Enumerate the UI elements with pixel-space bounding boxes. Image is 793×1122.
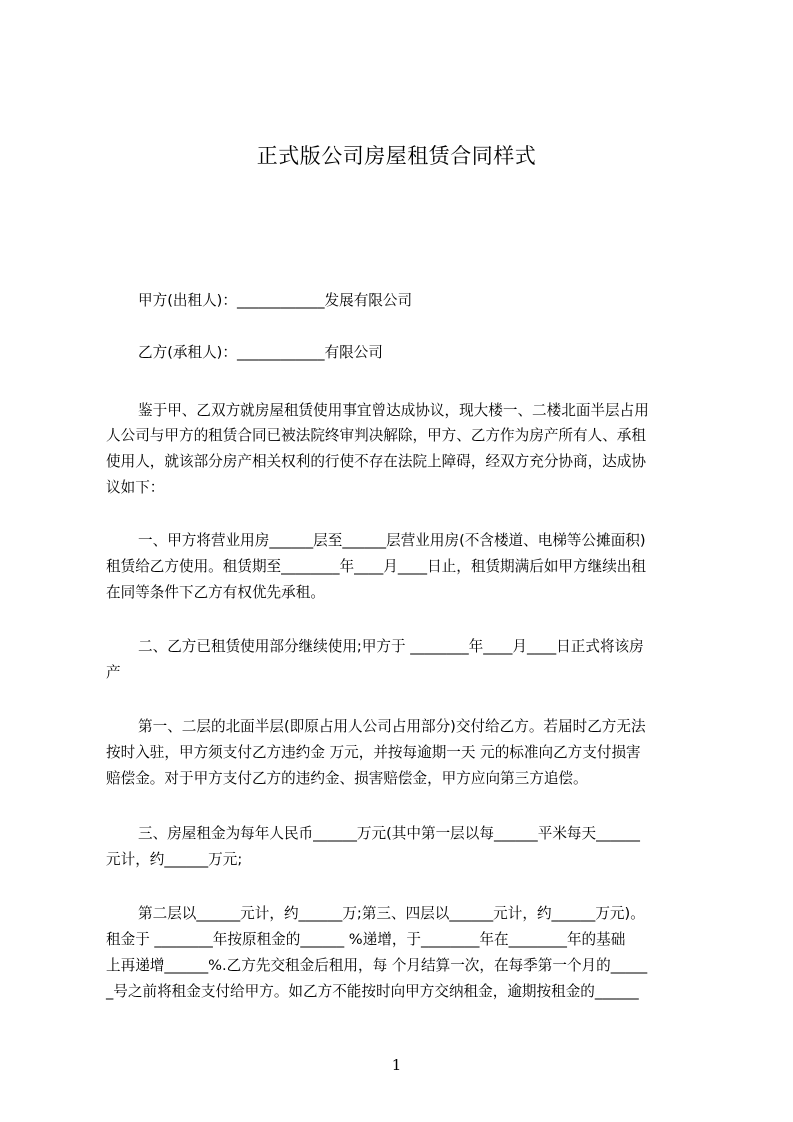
clause-3-cont-line: 上再递增______%.乙方先交租金后租用，每 个月结算一次，在每季第一个月的_____ — [106, 957, 648, 974]
clause-3-line: 元计，约______万元; — [106, 851, 243, 868]
page-number: 1 — [391, 1056, 402, 1074]
clause-1-line: 租赁给乙方使用。租赁期至________年____月____日止，租赁期满后如甲方继续出租 — [106, 558, 646, 575]
clause-3-cont-line: _号之前将租金支付给甲方。如乙方不能按时向甲方交纳租金，逾期按租金的______ — [106, 983, 639, 1000]
clause-2-first-line: 赔偿金。对于甲方支付乙方的违约金、损害赔偿金，甲方应向第三方追偿。 — [106, 770, 588, 787]
preamble-line: 使用人，就该部分房产相关权利的行使不存在法院上障碍，经双方充分协商，达成协 — [106, 453, 646, 470]
clause-1-line: 在同等条件下乙方有权优先承租。 — [106, 584, 325, 601]
document-title: 正式版公司房屋租赁合同样式 — [256, 144, 537, 168]
clause-3-cont-line: 租金于 ________年按原租金的______ %递增，于________年在________年的基础 — [106, 931, 626, 948]
clause-1-line: 一、甲方将营业用房______层至______层营业用房(不含楼道、电梯等公摊面积) — [138, 532, 646, 549]
clause-2-line: 产 — [106, 664, 121, 681]
party-a-line: 甲方(出租人)：____________发展有限公司 — [138, 292, 413, 309]
party-b-line: 乙方(承租人)：____________有限公司 — [138, 344, 383, 361]
preamble-line: 人公司与甲方的租赁合同已被法院终审判决解除，甲方、乙方作为房产所有人、承租 — [106, 427, 646, 444]
clause-2-first-line: 第一、二层的北面半层(即原占用人公司占用部分)交付给乙方。若届时乙方无法 — [138, 718, 646, 735]
preamble-line: 议如下： — [106, 479, 165, 496]
clause-2-first-line: 按时入驻，甲方须支付乙方违约金 万元，并按每逾期一天 元的标准向乙方支付损害 — [106, 744, 641, 761]
clause-3-line: 三、房屋租金为每年人民币______万元(其中第一层以每______平米每天______ — [138, 825, 640, 842]
clause-3-cont-line: 第二层以______元计，约______万;第三、四层以______元计，约______万元)。 — [138, 905, 645, 922]
preamble-line: 鉴于甲、乙双方就房屋租赁使用事宜曾达成协议，现大楼一、二楼北面半层占用 — [138, 402, 649, 419]
clause-2-line: 二、乙方已租赁使用部分继续使用;甲方于 ________年____月____日正式将该房 — [138, 638, 644, 655]
